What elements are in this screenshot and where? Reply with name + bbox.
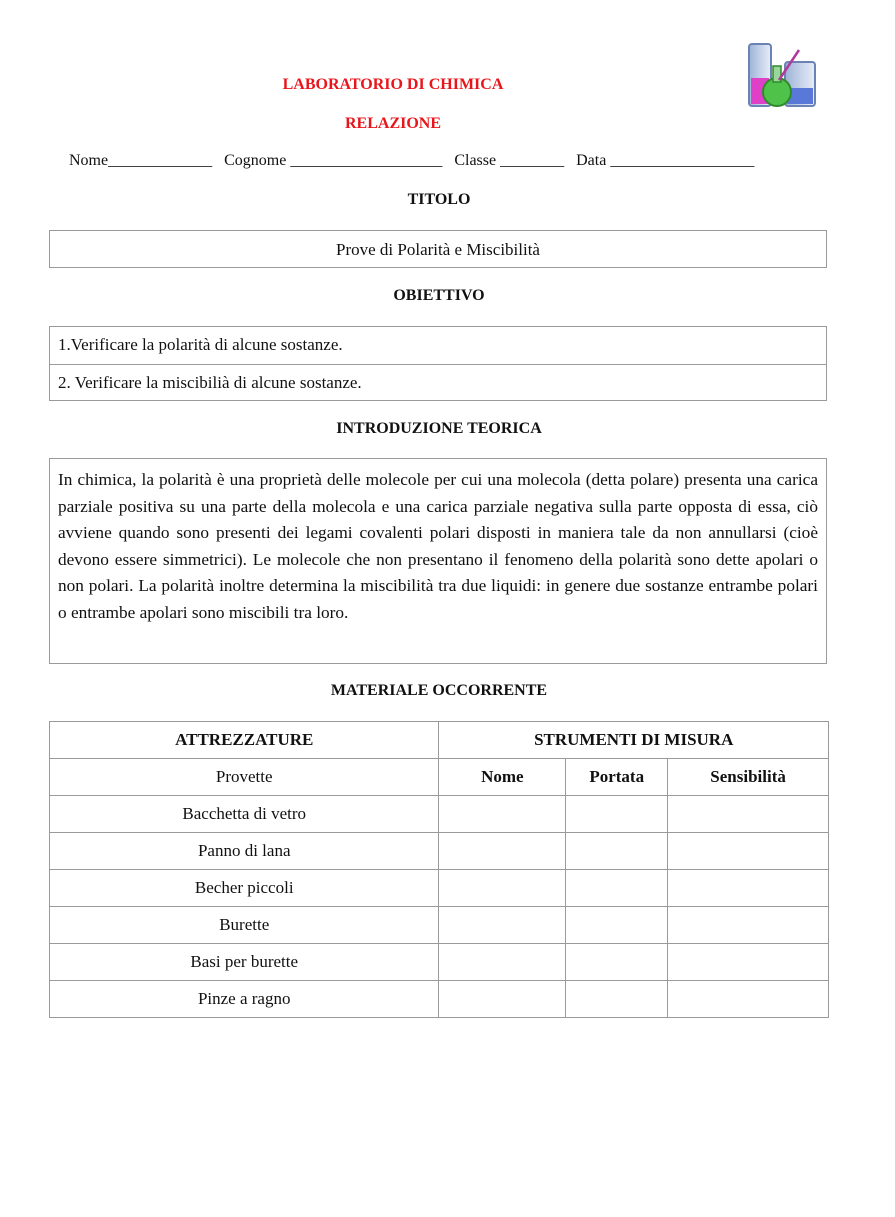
obiettivo-item: 1.Verificare la polarità di alcune sostanze. [58,335,343,354]
materiale-heading: MATERIALE OCCORRENTE [330,682,548,699]
header-fields [69,152,754,170]
empty-cell[interactable] [668,796,829,833]
empty-cell[interactable] [439,907,566,944]
attrezzatura-cell: Pinze a ragno [50,981,439,1018]
col-attrezzature: ATTREZZATURE [50,722,439,759]
introduzione-heading: INTRODUZIONE TEORICA [336,420,542,437]
col-sensibilita: Sensibilità [668,759,829,796]
empty-cell[interactable] [439,870,566,907]
empty-cell[interactable] [566,944,668,981]
table-row [50,907,829,944]
obiettivo-heading: OBIETTIVO [393,287,485,304]
empty-cell[interactable] [668,870,829,907]
attrezzatura-cell: Bacchetta di vetro [50,796,439,833]
empty-cell[interactable] [566,870,668,907]
empty-cell[interactable] [668,944,829,981]
empty-cell[interactable] [566,833,668,870]
empty-cell[interactable] [566,907,668,944]
lab-title: LABORATORIO DI CHIMICA [282,76,504,93]
col-nome: Nome [439,759,566,796]
empty-cell[interactable] [439,796,566,833]
attrezzatura-cell: Provette [50,759,439,796]
table-row [50,870,829,907]
col-portata: Portata [566,759,668,796]
titolo-heading: TITOLO [407,191,471,208]
materiale-table [49,721,829,1018]
empty-cell[interactable] [566,796,668,833]
table-row [50,981,829,1018]
attrezzatura-cell: Burette [50,907,439,944]
col-strumenti: STRUMENTI DI MISURA [439,722,829,759]
table-row [50,722,829,759]
table-row [50,833,829,870]
cognome-field[interactable]: Cognome ___________________ [224,152,443,169]
report-title: RELAZIONE [344,115,442,132]
empty-cell[interactable] [668,981,829,1018]
obiettivo-item: 2. Verificare la miscibilià di alcune sostanze. [50,364,826,402]
introduzione-box: In chimica, la polarità è una proprietà delle molecole per cui una molecola (detta polare) presenta una carica parziale positiva su una parte della molecola e una carica parziale negativa sulla parte opposta di essa, ciò avviene quando sono presenti dei legami covalenti polari disposti in maniera tale da non annullarsi (cioè devono essere simmetrici). Le molecole che non presentano il fenomeno della polarità sono dette apolari o non polari. La polarità inoltre determina la miscibilità tra due liquidi: in genere due sostanze entrambe polari o entrambe apolari sono miscibili tra loro. [49,458,827,664]
empty-cell[interactable] [668,907,829,944]
table-row [50,944,829,981]
empty-cell[interactable] [566,981,668,1018]
titolo-box: Prove di Polarità e Miscibilità [49,230,827,268]
table-row [50,759,829,796]
data-field[interactable]: Data __________________ [576,152,755,169]
table-row [50,796,829,833]
obiettivo-box [49,326,827,401]
classe-field[interactable]: Classe ________ [454,152,565,169]
attrezzatura-cell: Becher piccoli [50,870,439,907]
empty-cell[interactable] [668,833,829,870]
empty-cell[interactable] [439,833,566,870]
empty-cell[interactable] [439,981,566,1018]
empty-cell[interactable] [439,944,566,981]
attrezzatura-cell: Basi per burette [50,944,439,981]
nome-field[interactable]: Nome_____________ [69,152,213,169]
lab-glassware-icon [745,40,817,112]
attrezzatura-cell: Panno di lana [50,833,439,870]
